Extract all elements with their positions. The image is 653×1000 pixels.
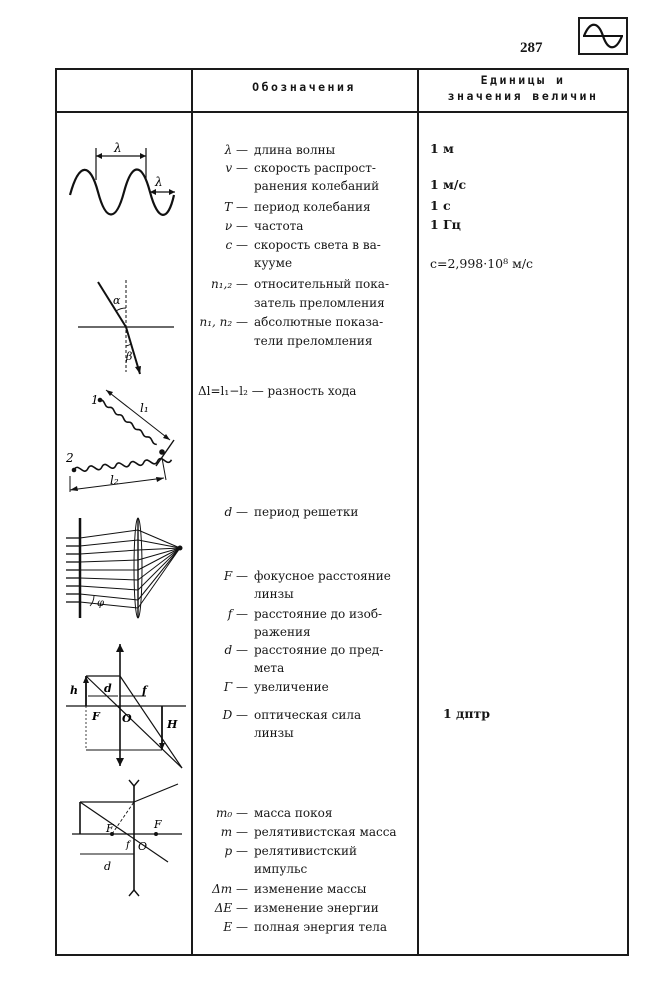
page-number: 287 [520,40,543,56]
label-F: F [92,710,100,723]
header-notation: Обозначения [252,80,356,94]
row-text: длина волны [254,143,336,157]
row-text-cont: тели преломления [254,334,373,348]
label-O2: O [138,840,148,853]
row-symbol: m₀ — [215,806,248,820]
grating-figure [64,510,188,625]
angle-beta: β [126,350,133,363]
label-f2: f [126,840,130,851]
unit-value: 1 м/с [430,177,467,192]
row-text: масса покоя [254,806,333,820]
row-symbol: v — [225,161,248,175]
row-symbol: Δm — [212,882,248,896]
length-l1: l₁ [140,401,149,415]
row-text: релятивистский [254,844,357,858]
row-text-full: Δl=l₁−l₂ — разность хода [198,384,357,398]
wave-lambda-label-2: λ [155,175,163,189]
label-F2: F [154,818,162,831]
row-symbol: λ — [224,143,248,157]
row-symbol: T — [224,200,248,214]
label-d2: d [104,860,112,873]
row-symbol: D — [222,708,248,722]
row-text: увеличение [254,680,329,694]
row-text-cont: затель преломления [254,296,385,310]
lens2-figure [68,778,186,898]
row-text: полная энергия тела [254,920,388,934]
row-symbol: m — [220,825,248,839]
row-text: период решетки [254,505,359,519]
row-text: период колебания [254,200,371,214]
unit-value: 1 с [430,198,451,213]
column-divider [191,68,193,956]
row-text: релятивистская масса [254,825,397,839]
angle-alpha: α [113,294,121,307]
refraction-figure [70,270,180,380]
path-difference-figure [58,382,188,497]
unit-value: 1 м [430,141,454,156]
header-units-line2: значения величин [447,89,599,103]
row-text: скорость распрост- [254,161,376,175]
unit-value: 1 Гц [430,217,461,232]
lens-figure [64,640,188,770]
row-symbol: ν — [224,219,248,233]
label-H: H [167,718,178,731]
label-h: h [70,684,78,697]
wave-figure [62,140,187,230]
header-units-line1: Единицы и [480,73,566,87]
label-d: d [104,682,112,695]
label-O: O [122,712,132,725]
column-divider [417,68,419,956]
row-text: расстояние до изоб- [254,607,383,621]
row-symbol: E — [223,920,248,934]
row-text-cont: ражения [254,625,311,639]
row-text: абсолютные показа- [254,315,384,329]
point-2: 2 [66,451,74,465]
row-symbol: n₁,₂ — [211,277,248,291]
header-divider [55,111,629,113]
row-text-cont: линзы [254,726,294,740]
row-text: фокусное расстояние [254,569,391,583]
header-units [419,72,627,104]
row-symbol: f — [227,607,248,621]
row-text: частота [254,219,304,233]
row-symbol: n₁, n₂ — [199,315,248,329]
label-F1: F [106,822,114,835]
angle-phi: φ [97,598,105,609]
row-text: изменение энергии [254,901,379,915]
row-text-cont: линзы [254,587,294,601]
sine-wave-icon [578,17,628,55]
length-l2: l₂ [110,473,119,487]
row-text-cont: мета [254,661,285,675]
point-1: 1 [91,393,99,407]
row-text-cont: ранения колебаний [254,179,380,193]
row-symbol: F — [223,569,248,583]
row-text: изменение массы [254,882,367,896]
wave-lambda-label: λ [114,141,122,155]
row-symbol: d — [224,505,248,519]
row-symbol: d — [224,643,248,657]
row-text: оптическая сила [254,708,362,722]
row-text: расстояние до пред- [254,643,384,657]
row-text: скорость света в ва- [254,238,381,252]
row-text-cont: импульс [254,862,308,876]
label-f: f [142,684,147,697]
row-symbol: ΔE — [214,901,248,915]
row-text: относительный пока- [254,277,389,291]
unit-value: 1 дптр [443,706,491,721]
row-symbol: c — [225,238,248,252]
row-symbol: Γ — [223,680,248,694]
row-text-cont: кууме [254,256,293,270]
unit-value: c=2,998·10⁸ м/с [430,256,534,271]
row-symbol: p — [224,844,248,858]
